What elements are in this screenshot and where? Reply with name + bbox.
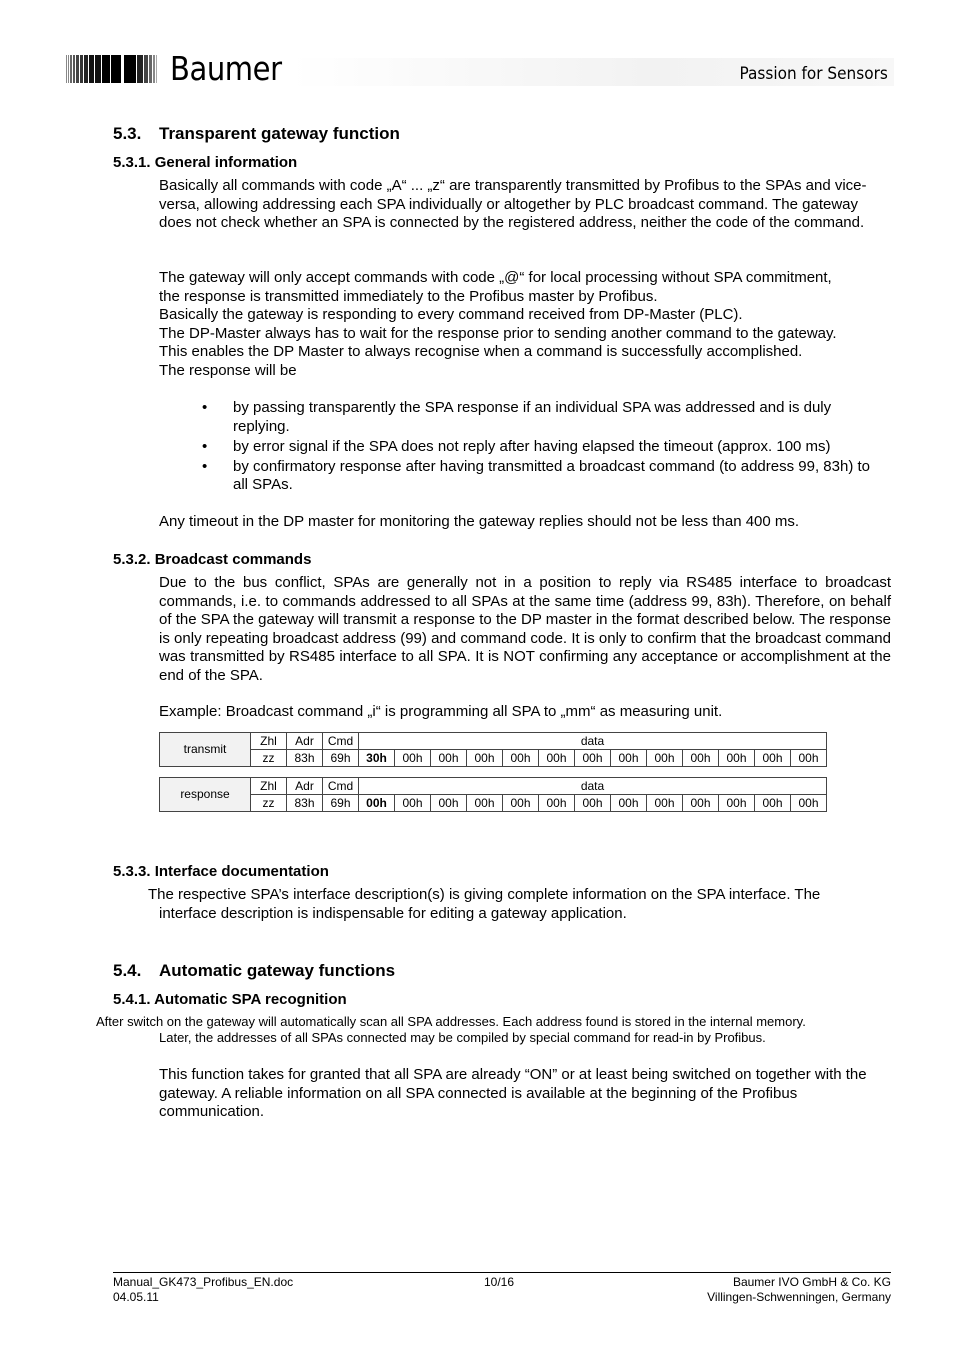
section-5-4-number: 5.4. bbox=[113, 961, 142, 980]
table-cell: 00h bbox=[575, 750, 611, 767]
broadcast-example: Example: Broadcast command „i“ is programming all SPA to „mm“ as measuring unit. bbox=[159, 703, 723, 720]
header-cell: Zhl bbox=[251, 733, 287, 750]
table-cell: 00h bbox=[359, 795, 395, 812]
table-cell: 00h bbox=[395, 750, 431, 767]
table-cell: 83h bbox=[287, 795, 323, 812]
table-cell: 00h bbox=[575, 795, 611, 812]
interface-doc-line-1: The respective SPA’s interface description(s) is giving complete information on the SPA interface. The bbox=[148, 886, 821, 903]
table-cell: 00h bbox=[467, 750, 503, 767]
footer-divider bbox=[113, 1272, 891, 1273]
table-cell: 00h bbox=[755, 750, 791, 767]
logo-wordmark: Baumer bbox=[170, 49, 282, 88]
table-cell: 00h bbox=[503, 795, 539, 812]
table-cell: 00h bbox=[647, 750, 683, 767]
transmit-frame-table bbox=[159, 732, 827, 767]
section-5-4-title: Automatic gateway functions bbox=[159, 961, 396, 980]
bullet-icon: • bbox=[202, 457, 208, 475]
section-5-3-title: Transparent gateway function bbox=[159, 124, 400, 143]
footer-city: Villingen-Schwenningen, Germany bbox=[707, 1290, 891, 1304]
frame-label: response bbox=[160, 778, 251, 812]
table-cell: 00h bbox=[683, 750, 719, 767]
section-5-4-heading bbox=[113, 961, 395, 981]
header-cell: Adr bbox=[287, 778, 323, 795]
table-cell: 00h bbox=[431, 795, 467, 812]
tagline: Passion for Sensors bbox=[739, 64, 888, 84]
section-5-4-1-heading: 5.4.1. Automatic SPA recognition bbox=[113, 991, 347, 1008]
header-cell: Adr bbox=[287, 733, 323, 750]
table-cell: 00h bbox=[791, 750, 827, 767]
list-item bbox=[159, 438, 889, 457]
table-cell: 69h bbox=[323, 750, 359, 767]
table-cell: 00h bbox=[719, 795, 755, 812]
bullet-text: by passing transparently the SPA response if an individual SPA was addressed and is duly replying. bbox=[233, 399, 832, 435]
section-5-3-2-heading: 5.3.2. Broadcast commands bbox=[113, 551, 312, 568]
bullet-text: by error signal if the SPA does not reply after having elapsed the timeout (approx. 100 ms) bbox=[233, 437, 831, 455]
table-cell: zz bbox=[251, 750, 287, 767]
timeout-note: Any timeout in the DP master for monitoring the gateway replies should not be less than 400 ms. bbox=[159, 513, 800, 530]
bullet-text: by confirmatory response after having transmitted a broadcast command (to address 99, 83h) to all SPAs. bbox=[233, 457, 870, 493]
bullet-icon: • bbox=[202, 399, 208, 416]
logo-bars-icon bbox=[66, 54, 158, 84]
table-cell: 00h bbox=[791, 795, 827, 812]
table-cell: 30h bbox=[359, 750, 395, 767]
list-item bbox=[159, 399, 889, 436]
table-cell: 00h bbox=[611, 795, 647, 812]
interface-doc-line-2: interface description is indispensable for editing a gateway application. bbox=[159, 905, 627, 922]
header-cell: Cmd bbox=[323, 778, 359, 795]
table-row bbox=[160, 750, 827, 767]
gateway-accept-line-2: the response is transmitted immediately to the Profibus master by Profibus. bbox=[159, 288, 658, 305]
footer-filename: Manual_GK473_Profibus_EN.doc bbox=[113, 1275, 294, 1289]
section-5-3-heading bbox=[113, 124, 400, 144]
baumer-logo bbox=[66, 49, 297, 88]
table-cell: 00h bbox=[719, 750, 755, 767]
table-cell: 00h bbox=[539, 750, 575, 767]
footer-company: Baumer IVO GmbH & Co. KG bbox=[732, 1275, 891, 1289]
response-bullet-list bbox=[159, 399, 889, 496]
table-cell: zz bbox=[251, 795, 287, 812]
auto-recognition-paragraph: This function takes for granted that all SPA are already “ON” or at least being switched on together with the gateway. A reliable information on all SPA connected is available at the beginning of the Profibus communication. bbox=[159, 1066, 867, 1120]
gateway-accept-line-4: The DP-Master always has to wait for the response prior to sending another command to the gateway. bbox=[159, 325, 837, 342]
table-cell: 69h bbox=[323, 795, 359, 812]
table-cell: 00h bbox=[539, 795, 575, 812]
response-frame-table bbox=[159, 777, 827, 812]
gateway-accept-line-5: This enables the DP Master to always recognise when a command is successfully accomplished. bbox=[159, 343, 803, 360]
table-cell: 00h bbox=[395, 795, 431, 812]
table-row bbox=[160, 795, 827, 812]
section-5-3-3-heading: 5.3.3. Interface documentation bbox=[113, 863, 329, 880]
data-header-cell: data bbox=[359, 778, 827, 795]
frame-label: transmit bbox=[160, 733, 251, 767]
table-cell: 00h bbox=[467, 795, 503, 812]
list-item bbox=[159, 458, 889, 495]
gateway-accept-line-6: The response will be bbox=[159, 362, 297, 379]
broadcast-paragraph: Due to the bus conflict, SPAs are generally not in a position to reply via RS485 interface to broadcast commands, i.e. to commands addressed to all SPAs at the same time (address 99, 83h). Therefore, on behalf of the SPA the gateway will transmit a response to the DP master in the format described below. The response is only repeating broadcast address (99) and command code. It is only to confirm that the broadcast command was transmitted by RS485 interface to all SPA. It is NOT confirming any acceptance or accomplishment at the end of the SPA. bbox=[159, 574, 891, 684]
gateway-accept-line-1: The gateway will only accept commands with code „@“ for local processing without SPA commitment, bbox=[159, 269, 832, 286]
table-cell: 00h bbox=[755, 795, 791, 812]
table-cell: 83h bbox=[287, 750, 323, 767]
bullet-icon: • bbox=[202, 437, 208, 455]
section-5-3-1-heading: 5.3.1. General information bbox=[113, 154, 298, 171]
data-header-cell: data bbox=[359, 733, 827, 750]
footer-date: 04.05.11 bbox=[113, 1290, 159, 1304]
auto-recognition-line-2: Later, the addresses of all SPAs connected may be compiled by special command for read-in by Profibus. bbox=[159, 1030, 766, 1045]
section-5-3-number: 5.3. bbox=[113, 124, 142, 143]
table-cell: 00h bbox=[683, 795, 719, 812]
gateway-accept-line-3: Basically the gateway is responding to every command received from DP-Master (PLC). bbox=[159, 306, 743, 323]
table-cell: 00h bbox=[647, 795, 683, 812]
auto-recognition-line-1: After switch on the gateway will automatically scan all SPA addresses. Each address found is stored in the internal memory. bbox=[96, 1014, 806, 1029]
table-cell: 00h bbox=[431, 750, 467, 767]
table-cell: 00h bbox=[503, 750, 539, 767]
header-cell: Cmd bbox=[323, 733, 359, 750]
table-cell: 00h bbox=[611, 750, 647, 767]
footer-page-number: 10/16 bbox=[484, 1275, 515, 1289]
header-cell: Zhl bbox=[251, 778, 287, 795]
general-info-paragraph: Basically all commands with code „A“ ... „z“ are transparently transmitted by Profibus to the SPAs and vice-versa, allowing addressing each SPA individually or altogether by PLC broadcast command. The gateway does not check whether an SPA is connected by the registered address, neither the code of the command. bbox=[159, 177, 867, 231]
